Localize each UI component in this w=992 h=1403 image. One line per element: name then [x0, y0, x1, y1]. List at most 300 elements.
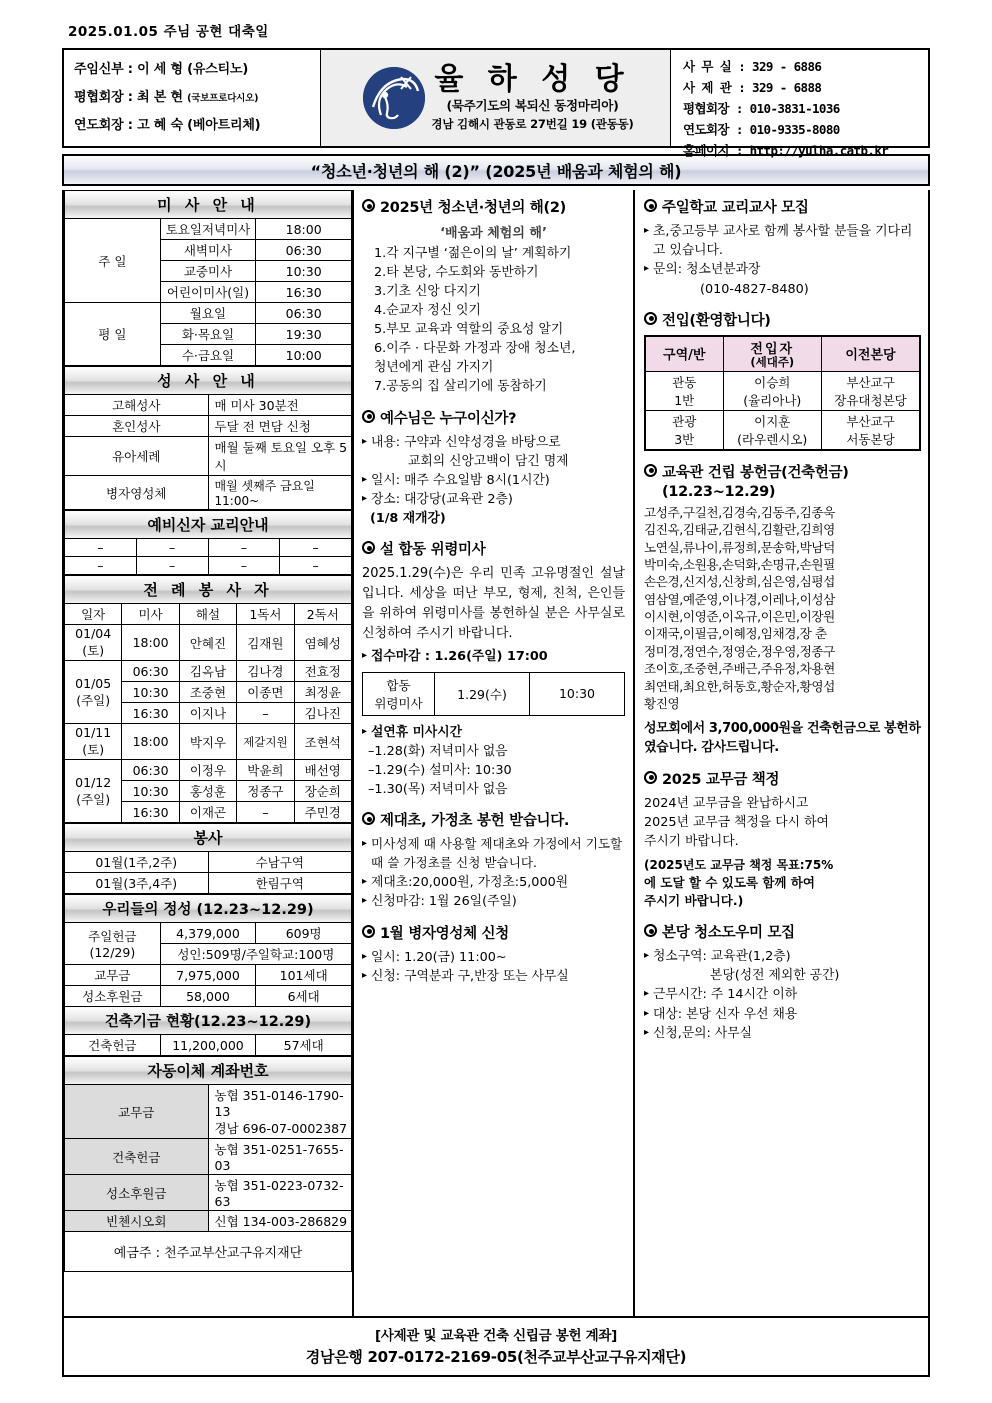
bullet-circle-icon [362, 410, 375, 423]
who-is-jesus-content [362, 433, 625, 452]
server-reading1: 정종구 [237, 781, 294, 802]
sacrament-value: 매 미사 30분전 [208, 395, 352, 416]
service-period: 01월(3주,4주) [65, 873, 209, 894]
candles-title: 제대초, 가정초 봉헌 받습니다. [380, 813, 570, 830]
server-date [65, 760, 122, 823]
transfer-zone-line1: 관동 [672, 374, 697, 390]
sacrament-value: 매월 셋째주 금요일 11:00~ [208, 476, 352, 510]
col-commentator: 해설 [179, 604, 236, 625]
liturgy-servers-header: 전 례 봉 사 자 [65, 576, 352, 604]
transfer-person [723, 371, 822, 410]
year-theme-banner: “청소년·청년의 해 (2)” (2025년 배움과 체험의 해) [62, 154, 930, 186]
donor-line: 이시현,이영준,이옥규,이은민,이장원 [644, 609, 835, 624]
server-reading2: 전효정 [294, 661, 351, 682]
teacher-recruit-title-row [644, 196, 921, 217]
mass-name: 교중미사 [160, 261, 256, 282]
sacrament-label: 고해성사 [65, 395, 209, 416]
offering-sunday-amount: 4,379,000 [160, 923, 256, 944]
bullet-circle-icon [644, 312, 657, 325]
cleaning-contact-text: ▸ 신청,문의: 사무실 [653, 1025, 753, 1041]
teacher-recruit-phone: (010-4827-8480) [700, 281, 809, 297]
who-is-jesus-where [362, 490, 625, 509]
masthead [62, 48, 930, 158]
transfer-prev-parish [822, 410, 921, 450]
mass-time: 18:00 [256, 219, 352, 240]
memorial-mass-name-line1: 합동 [386, 677, 411, 693]
mass-guide-table [64, 190, 352, 366]
server-reading2: 장순희 [294, 781, 351, 802]
offering-label: 성소후원금 [65, 986, 161, 1007]
account-label: 건축헌금 [65, 1139, 209, 1175]
accounts-table [64, 1056, 352, 1272]
cleaning-area-text: ▸ 청소구역: 교육관(1,2층) [653, 949, 791, 964]
holiday-mass-title-text: ▸ 설연휴 미사시간 [371, 724, 463, 740]
catechumen-cell: – [136, 539, 208, 557]
who-is-jesus-title-row [362, 407, 625, 428]
catechumen-cell: – [136, 557, 208, 575]
section-teacher-recruit [644, 196, 921, 299]
server-reading2: 염혜성 [294, 625, 351, 661]
transfer-person-line1: 이승희 [754, 374, 791, 390]
transfer-prev-parish-line1: 부산교구 [846, 374, 895, 390]
server-reading1: 김나경 [237, 661, 294, 682]
staff-row-pastor [74, 58, 314, 77]
church-dues-line1: 2024년 교무금을 완납하시고 [644, 795, 809, 811]
col-reading1: 1독서 [237, 604, 294, 625]
table-row [65, 724, 352, 760]
service-zone: 한림구역 [208, 873, 352, 894]
offering-count: 6세대 [256, 986, 352, 1007]
server-date [65, 724, 122, 760]
sick-communion-when-text: ▸ 일시: 1.20(금) 11:00~ [371, 949, 507, 965]
section-year-theme [362, 196, 625, 397]
transfer-person-line2: (율리아나) [743, 392, 802, 408]
server-commentator: 홍성훈 [179, 781, 236, 802]
middle-column [354, 190, 635, 1316]
sacrament-guide-header: 성 사 안 내 [65, 367, 352, 395]
transfer-person-line1: 이지훈 [754, 413, 791, 429]
memorial-mass-date: 1.29(수) [435, 672, 530, 715]
church-dues-title-row [644, 768, 921, 789]
cleaning-recruit-title: 본당 청소도우미 모집 [662, 925, 795, 941]
section-church-dues [644, 768, 921, 911]
candles-price-text: ▸ 제대초:20,000원, 가정초:5,000원 [371, 875, 569, 891]
donor-line: 이재국,이필금,이혜정,임채경,장 춘 [644, 626, 827, 642]
memorial-mass-title: 설 합동 위령미사 [380, 542, 486, 559]
holiday-mass-item: –1.29(수) 설미사: 10:30 [368, 763, 512, 778]
church-logo-icon [363, 67, 425, 129]
sacrament-value: 매월 둘째 토요일 오후 5시 [208, 437, 352, 476]
list-item: 1.각 지구별 ‘젊은이의 날’ 계획하기 [374, 246, 572, 261]
donor-line: 염삼열,예준영,이나경,이레나,이성삼 [644, 591, 835, 607]
building-label: 건축헌금 [65, 1035, 161, 1056]
col-reading2: 2독서 [294, 604, 351, 625]
col-mass: 미사 [122, 604, 179, 625]
masthead-identity [321, 50, 670, 146]
sick-communion-when [362, 948, 625, 967]
building-count: 57세대 [256, 1035, 352, 1056]
transfer-zone [645, 371, 723, 410]
server-reading1: 김재원 [237, 625, 294, 661]
sacrament-label: 유아세례 [65, 437, 209, 476]
masthead-staff [64, 50, 321, 146]
catechumen-header: 예비신자 교리안내 [65, 511, 352, 539]
sick-communion-apply-text: ▸ 신청: 구역분과 구,반장 또는 사무실 [371, 968, 569, 984]
server-date-line2: (토) [82, 643, 105, 658]
transfer-zone-line2: 1반 [674, 392, 695, 408]
bullet-circle-icon [644, 464, 657, 477]
catechumen-cell: – [208, 557, 280, 575]
footer-line1: [사제관 및 교육관 건축 신립금 봉헌 계좌] [375, 1328, 617, 1344]
right-column [635, 190, 928, 1316]
server-reading2: 조현석 [294, 724, 351, 760]
bullet-circle-icon [362, 199, 375, 212]
offering-sunday-label-line1: 주일헌금 [88, 929, 137, 944]
server-reading1: 이종면 [237, 682, 294, 703]
col-date: 일자 [65, 604, 122, 625]
transfer-prev-parish [822, 371, 921, 410]
catechumen-cell: – [65, 539, 137, 557]
transfer-col-person-line2: (세대주) [750, 354, 795, 369]
memorial-mass-paragraph: 2025.1.29(수)은 우리 민족 고유명절인 설날입니다. 세상을 떠난 부모, 형제, 친척, 은인들을 위하여 위령미사를 봉헌하실 분은 사무실로 신청하여 주시기 바랍니다. [362, 566, 625, 641]
mass-name: 월요일 [160, 303, 256, 324]
memorial-mass-table [362, 672, 625, 716]
edu-building-title-row [644, 461, 921, 482]
who-is-jesus-when-text: ▸ 일시: 매주 수요일밤 8시(1시간) [371, 472, 550, 488]
staff-name-council: 최 본 현 [137, 90, 188, 105]
transfer-col-zone: 구역/반 [645, 336, 723, 372]
cleaning-target [644, 1005, 921, 1024]
table-row [65, 625, 352, 661]
section-transfer-in [644, 309, 921, 451]
offering-table [64, 894, 352, 1056]
who-is-jesus-content-line1: ▸ 내용: 구약과 신약성경을 바탕으로 [371, 434, 561, 450]
contact-council-president: 평협회장 : 010-3831-1036 [683, 101, 840, 116]
offering-sunday-label-line2: (12/29) [89, 945, 136, 960]
account-label: 교무금 [65, 1085, 209, 1139]
mass-time: 10:00 [256, 345, 352, 366]
donor-line: 김진옥,김태균,김현식,김활란,김희영 [644, 522, 835, 538]
mass-time: 19:30 [256, 324, 352, 345]
account-number: 농협 351-0251-7655-03 [208, 1139, 352, 1175]
church-dues-goal-line2: 에 도달 할 수 있도록 함께 하여 [644, 874, 816, 890]
account-number-line2: 경남 696-07-0002387 [214, 1121, 348, 1136]
church-name: 율 하 성 당 [434, 61, 631, 97]
server-commentator: 박지우 [179, 724, 236, 760]
transfer-person-line2: (라우렌시오) [737, 431, 808, 447]
mass-name: 새벽미사 [160, 240, 256, 261]
who-is-jesus-when [362, 471, 625, 490]
memorial-mass-deadline [362, 647, 625, 666]
transfer-col-prev-parish: 이전본당 [822, 336, 921, 372]
staff-label-yeondo: 연도회장 : [74, 118, 133, 133]
sick-communion-title-row [362, 922, 625, 943]
offering-count: 101세대 [256, 965, 352, 986]
catechumen-cell: – [280, 557, 352, 575]
list-item: 6.이주 · 다문화 가정과 장애 청소년, [374, 340, 576, 356]
sacrament-guide-table [64, 366, 352, 510]
server-time: 10:30 [122, 682, 179, 703]
service-zone: 수남구역 [208, 852, 352, 873]
server-time: 16:30 [122, 802, 179, 823]
server-reading1: 박윤희 [237, 760, 294, 781]
server-reading2: 김나진 [294, 703, 351, 724]
server-date-line2: (주일) [76, 692, 111, 708]
candles-desc [362, 835, 625, 873]
mass-name: 어린이미사(일) [160, 282, 256, 303]
year-theme-subtitle: ‘배움과 체험의 해’ [440, 226, 547, 241]
transfer-in-title-row [644, 309, 921, 330]
teacher-recruit-line2 [644, 260, 921, 279]
server-time: 10:30 [122, 781, 179, 802]
staff-name-pastor: 이 세 형 (유스티노) [137, 62, 249, 77]
footer-account-notice [62, 1318, 930, 1377]
server-time: 18:00 [122, 625, 179, 661]
server-commentator: 안혜진 [179, 625, 236, 661]
offering-sunday-detail: 성인:509명/주일학교:100명 [160, 944, 351, 965]
catechumen-cell: – [65, 557, 137, 575]
mass-time: 06:30 [256, 303, 352, 324]
server-date-line1: 01/11 [75, 725, 112, 740]
server-time: 18:00 [122, 724, 179, 760]
transfer-in-title: 전입(환영합니다) [662, 312, 771, 329]
sacrament-value: 두달 전 면담 신청 [208, 416, 352, 437]
teacher-recruit-title: 주일학교 교리교사 모집 [662, 200, 809, 216]
table-row [645, 371, 920, 410]
section-who-is-jesus [362, 407, 625, 529]
bulletin-body [62, 190, 930, 1318]
account-number: 신협 134-003-286829 [208, 1211, 352, 1232]
donor-line: 손은경,신지성,신창희,심은영,심평섭 [644, 574, 835, 590]
list-item: 청년에게 관심 가지기 [374, 359, 494, 375]
mass-guide-header: 미 사 안 내 [65, 191, 352, 219]
candles-deadline [362, 892, 625, 911]
who-is-jesus-where-text: ▸ 장소: 대강당(교육관 2층) [371, 492, 513, 508]
donor-line: 조이호,조중현,주배근,주유정,차용현 [644, 661, 835, 677]
catechumen-table [64, 510, 352, 575]
transfer-prev-parish-line1: 부산교구 [846, 413, 895, 429]
holiday-mass-title [362, 723, 625, 742]
church-patron: (묵주기도의 복되신 동정마리아) [446, 98, 619, 114]
service-header: 봉사 [65, 824, 352, 852]
holiday-mass-item: –1.30(목) 저녁미사 없음 [368, 782, 508, 798]
offering-label: 교무금 [65, 965, 161, 986]
server-date-line1: 01/12 [75, 774, 112, 790]
server-time: 06:30 [122, 760, 179, 781]
account-label: 빈첸시오회 [65, 1211, 209, 1232]
sick-communion-title: 1월 병자영성체 신청 [380, 925, 509, 942]
staff-row-yeondo [74, 114, 314, 133]
table-row [645, 410, 920, 450]
bullet-circle-icon [362, 812, 375, 825]
server-reading1: – [237, 703, 294, 724]
server-commentator: 이재곤 [179, 802, 236, 823]
bullet-circle-icon [644, 771, 657, 784]
section-cleaning-recruit [644, 921, 921, 1043]
donor-line: 고성주,구길천,김경숙,김동주,김종욱 [644, 504, 835, 520]
mass-time: 06:30 [256, 240, 352, 261]
holiday-mass-item: –1.28(화) 저녁미사 없음 [368, 743, 508, 759]
server-reading2: 최정윤 [294, 682, 351, 703]
candles-price [362, 873, 625, 892]
server-commentator: 이정우 [179, 760, 236, 781]
year-theme-title: 2025년 청소년·청년의 해(2) [380, 200, 566, 216]
donor-line: 황진영 [644, 695, 680, 711]
cleaning-target-text: ▸ 대상: 본당 신자 우선 채용 [653, 1006, 798, 1022]
account-number [208, 1085, 352, 1139]
server-reading1: 제갈지원 [237, 724, 294, 760]
edu-building-donor-names [644, 504, 921, 713]
staff-baptismal-council: (국보프로다시오) [187, 93, 259, 104]
mass-group-sunday: 주 일 [65, 219, 161, 303]
church-address: 경남 김해시 관동로 27번길 19 (관동동) [431, 117, 634, 132]
transfer-prev-parish-line2: 장유대청본당 [834, 392, 907, 408]
transfer-col-person-line1: 전입자 [750, 341, 795, 357]
memorial-mass-name-line2: 위령미사 [374, 695, 423, 711]
who-is-jesus-title: 예수님은 누구이신가? [380, 410, 517, 427]
memorial-mass-time: 10:30 [530, 672, 625, 715]
server-commentator: 이지나 [179, 703, 236, 724]
server-date-line2: (토) [82, 742, 105, 757]
building-amount: 11,200,000 [160, 1035, 256, 1056]
staff-label-council: 평협회장 : [74, 90, 133, 105]
catechumen-cell: – [208, 539, 280, 557]
transfer-col-person [723, 336, 822, 372]
table-row [65, 661, 352, 682]
list-item: 2.타 본당, 수도회와 동반하기 [374, 264, 539, 280]
section-sick-communion [362, 922, 625, 986]
church-dues-title: 2025 교무금 책정 [662, 771, 780, 788]
candles-desc-text: ▸ 미사성제 때 사용할 제대초와 가정에서 기도할 때 쓸 가정초를 신청 받습니다. [371, 836, 623, 871]
staff-name-yeondo: 고 혜 숙 (베아트리체) [137, 118, 261, 133]
cleaning-hours [644, 985, 921, 1004]
mass-time: 10:30 [256, 261, 352, 282]
accounts-header: 자동이체 계좌번호 [65, 1057, 352, 1085]
bullet-circle-icon [362, 925, 375, 938]
transfer-prev-parish-line2: 서동본당 [846, 431, 895, 447]
list-item: 3.기초 신앙 다지기 [374, 283, 481, 299]
table-row [65, 760, 352, 781]
server-commentator: 조중현 [179, 682, 236, 703]
offering-sunday-count: 609명 [256, 923, 352, 944]
account-number-line1: 농협 351-0146-1790-13 [214, 1088, 344, 1119]
mass-time: 16:30 [256, 282, 352, 303]
church-dues-line2: 2025년 교무금 책정을 다시 하여 [644, 815, 829, 831]
transfer-zone-line1: 관광 [672, 413, 697, 429]
service-table [64, 823, 352, 894]
account-holder: 예금주 : 천주교부산교구유지재단 [65, 1232, 352, 1272]
offering-header: 우리들의 정성 (12.23~12.29) [65, 895, 352, 923]
transfer-zone-line2: 3반 [674, 431, 695, 447]
mass-name: 화·목요일 [160, 324, 256, 345]
who-is-jesus-note: (1/8 재개강) [370, 511, 446, 527]
edu-building-title: 교육관 건립 봉헌금(건축헌금) [662, 464, 849, 481]
server-time: 06:30 [122, 661, 179, 682]
list-item: 5.부모 교육과 역할의 중요성 알기 [374, 321, 564, 337]
memorial-mass-title-row [362, 538, 625, 559]
cleaning-contact [644, 1024, 921, 1043]
contact-office: 사 무 실 : 329 - 6886 [683, 59, 822, 74]
server-reading2: 배선영 [294, 760, 351, 781]
staff-label-pastor: 주임신부 : [74, 62, 133, 77]
building-fund-header: 건축기금 현황(12.23~12.29) [65, 1007, 352, 1035]
server-date-line1: 01/04 [75, 626, 112, 641]
cleaning-recruit-title-row [644, 921, 921, 942]
donor-line: 박미숙,소원용,손덕화,손명규,손원필 [644, 556, 835, 572]
server-date-line2: (주일) [76, 791, 111, 807]
mass-name: 수·금요일 [160, 345, 256, 366]
offering-amount: 7,975,000 [160, 965, 256, 986]
staff-row-council [74, 86, 314, 105]
mass-group-weekday: 평 일 [65, 303, 161, 366]
transfer-in-table [644, 335, 921, 451]
teacher-recruit-line2-text: ▸ 문의: 청소년분과장 [653, 262, 761, 278]
server-date [65, 625, 122, 661]
list-item: 4.순교자 정신 잇기 [374, 302, 481, 318]
bullet-circle-icon [644, 924, 657, 937]
transfer-person [723, 410, 822, 450]
server-date-line1: 01/05 [75, 675, 112, 691]
section-memorial-mass [362, 538, 625, 799]
year-theme-title-row [362, 196, 625, 217]
offering-amount: 58,000 [160, 986, 256, 1007]
year-theme-list [362, 245, 625, 397]
account-label: 성소후원금 [65, 1175, 209, 1211]
teacher-recruit-line1-text: ▸ 초,중고등부 교사로 함께 봉사할 분들을 기다리고 있습니다. [653, 224, 913, 259]
contact-yeondo-president: 연도회장 : 010-9335-8080 [683, 122, 840, 137]
server-date [65, 661, 122, 724]
memorial-mass-name [363, 672, 435, 715]
offering-sunday-label [65, 923, 161, 965]
teacher-recruit-line1 [644, 222, 921, 260]
contact-homepage[interactable]: 홈페이지 : http://yulha.catb.kr [683, 143, 889, 158]
footer-line2: 경남은행 207-0172-2169-05(천주교부산교구유지재단) [305, 1348, 687, 1366]
server-commentator: 김옥남 [179, 661, 236, 682]
catechumen-cell: – [280, 539, 352, 557]
church-dues-line3: 주시기 바랍니다. [644, 834, 739, 850]
sacrament-label: 혼인성사 [65, 416, 209, 437]
donor-line: 정미경,정연수,정영순,정우영,정종구 [644, 643, 835, 659]
edu-building-thanks: 성모회에서 3,700,000원을 건축헌금으로 봉헌하였습니다. 감사드립니다. [644, 721, 921, 756]
mass-name: 토요일저녁미사 [160, 219, 256, 240]
sacrament-label: 병자영성체 [65, 476, 209, 510]
church-name-block [431, 61, 634, 133]
server-reading1: – [237, 802, 294, 823]
masthead-contacts [670, 50, 928, 158]
service-period: 01월(1주,2주) [65, 852, 209, 873]
bullet-circle-icon [362, 541, 375, 554]
memorial-mass-deadline-text: ▸ 접수마감 : 1.26(주일) 17:00 [371, 649, 548, 665]
church-dues-goal-line3: 주시기 바랍니다.) [644, 893, 744, 909]
sick-communion-apply [362, 967, 625, 986]
church-dues-goal-line1: (2025년도 교무금 책정 목표:75% [644, 857, 834, 872]
liturgy-servers-table [64, 575, 352, 823]
cleaning-area-line2: 본당(성전 제외한 공간) [710, 968, 840, 984]
bullet-circle-icon [644, 199, 657, 212]
page-date: 2025.01.05 주님 공현 대축일 [68, 24, 269, 40]
who-is-jesus-content-line2: 교회의 신앙고백이 담긴 명제 [408, 453, 569, 469]
cleaning-area [644, 947, 921, 966]
cleaning-hours-text: ▸ 근무시간: 주 14시간 이하 [653, 987, 798, 1003]
account-number: 농협 351-0223-0732-63 [208, 1175, 352, 1211]
left-column [64, 190, 354, 1316]
section-edu-building [644, 461, 921, 758]
edu-building-period: (12.23~12.29) [662, 483, 776, 500]
donor-line: 노연실,류나이,류정희,문송학,박남덕 [644, 539, 835, 555]
contact-rectory: 사 제 관 : 329 - 6888 [683, 80, 822, 95]
candles-deadline-text: ▸ 신청마감: 1월 26일(주일) [371, 894, 517, 910]
section-candles [362, 809, 625, 911]
